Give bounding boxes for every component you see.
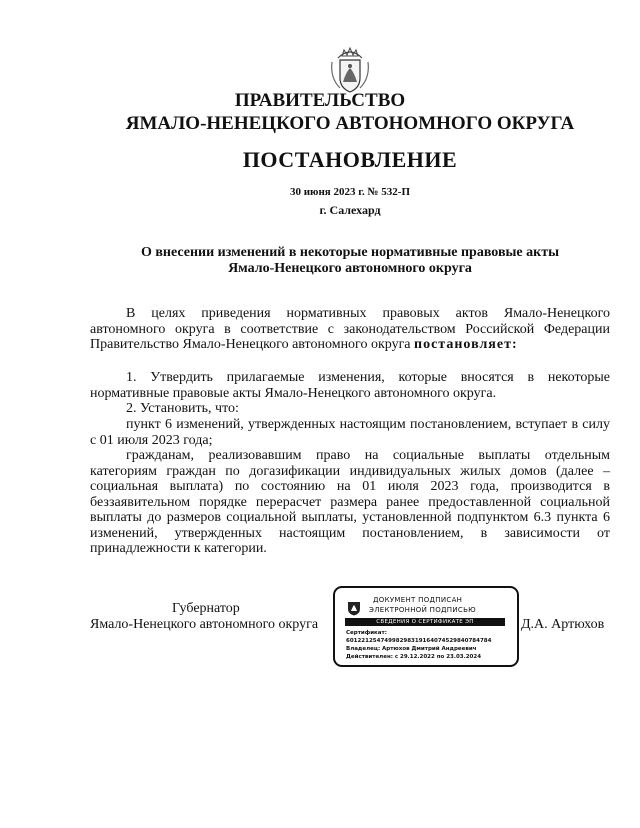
stamp-title-1: ДОКУМЕНТ ПОДПИСАН <box>373 596 463 604</box>
stamp-title-2: ЭЛЕКТРОННОЙ ПОДПИСЬЮ <box>369 606 477 614</box>
document-title <box>80 245 620 277</box>
item-2: 2. Установить, что: <box>126 401 239 416</box>
city: г. Салехард <box>319 203 381 217</box>
stamp-cert-label: Сертификат: <box>346 630 387 636</box>
emblem-small-icon <box>347 600 361 616</box>
signature-region: Ямало-Ненецкого автономного округа <box>90 617 319 632</box>
stamp-cert-number: 601221254749982983191640745298407847​84 <box>346 638 492 644</box>
stamp-owner: Владелец: Артюхов Дмитрий Андреевич <box>346 646 477 652</box>
item-2-a: пункт 6 изменений, утвержденных настоящим постановлением, вступает в силу с 01 июля 2023 года; <box>90 417 610 448</box>
region-heading: ЯМАЛО-НЕНЕЦКОГО АВТОНОМНОГО ОКРУГА <box>125 113 575 134</box>
title-line-1: О внесении изменений в некоторые нормативные правовые акты <box>140 245 560 260</box>
title-line-2: Ямало-Ненецкого автономного округа <box>228 261 472 276</box>
signature-position: Губернатор <box>172 601 240 616</box>
signer-name: Д.А. Артюхов <box>521 617 605 632</box>
item-1: 1. Утвердить прилагаемые изменения, которые вносятся в некоторые нормативные правовые акты Ямало-Ненецкого автономного округа. <box>90 370 610 401</box>
document-type: ПОСТАНОВЛЕНИЕ <box>242 147 458 172</box>
coat-of-arms-emblem <box>328 44 372 96</box>
item-2-b: гражданам, реализовавшим право на социальные выплаты отдельным категориям граждан по догазификации индивидуальных жилых домов (далее – социальная выплата) по состоянию на 01 июля 2023 года, производится в беззаявительном порядке перерасчет размера ранее предоставленной социальной выплаты до размеров социальной выплаты, установленной подпунктом 6.3 пункта 6 изменений, утвержденных настоящим постановлением, в зависимости от принадлежности к категории. <box>90 448 610 556</box>
preamble-keyword: постановляет: <box>414 337 518 352</box>
government-heading: ПРАВИТЕЛЬСТВО <box>234 90 406 111</box>
stamp-valid: Действителен: с 29.12.2022 по 23.03.2024 <box>346 654 482 660</box>
preamble-text: В целях приведения нормативных правовых актов Ямало-Ненецкого автономного округа в соответствие с законодательством Российской Федерации Правительство Ямало-Ненецкого автономного округа <box>90 306 610 352</box>
date-number: 30 июня 2023 г. № 532-П <box>289 186 411 198</box>
electronic-signature-stamp <box>333 586 519 667</box>
stamp-certificate-bar: СВЕДЕНИЯ О СЕРТИФИКАТЕ ЭП <box>345 618 505 626</box>
preamble-paragraph <box>90 306 610 353</box>
